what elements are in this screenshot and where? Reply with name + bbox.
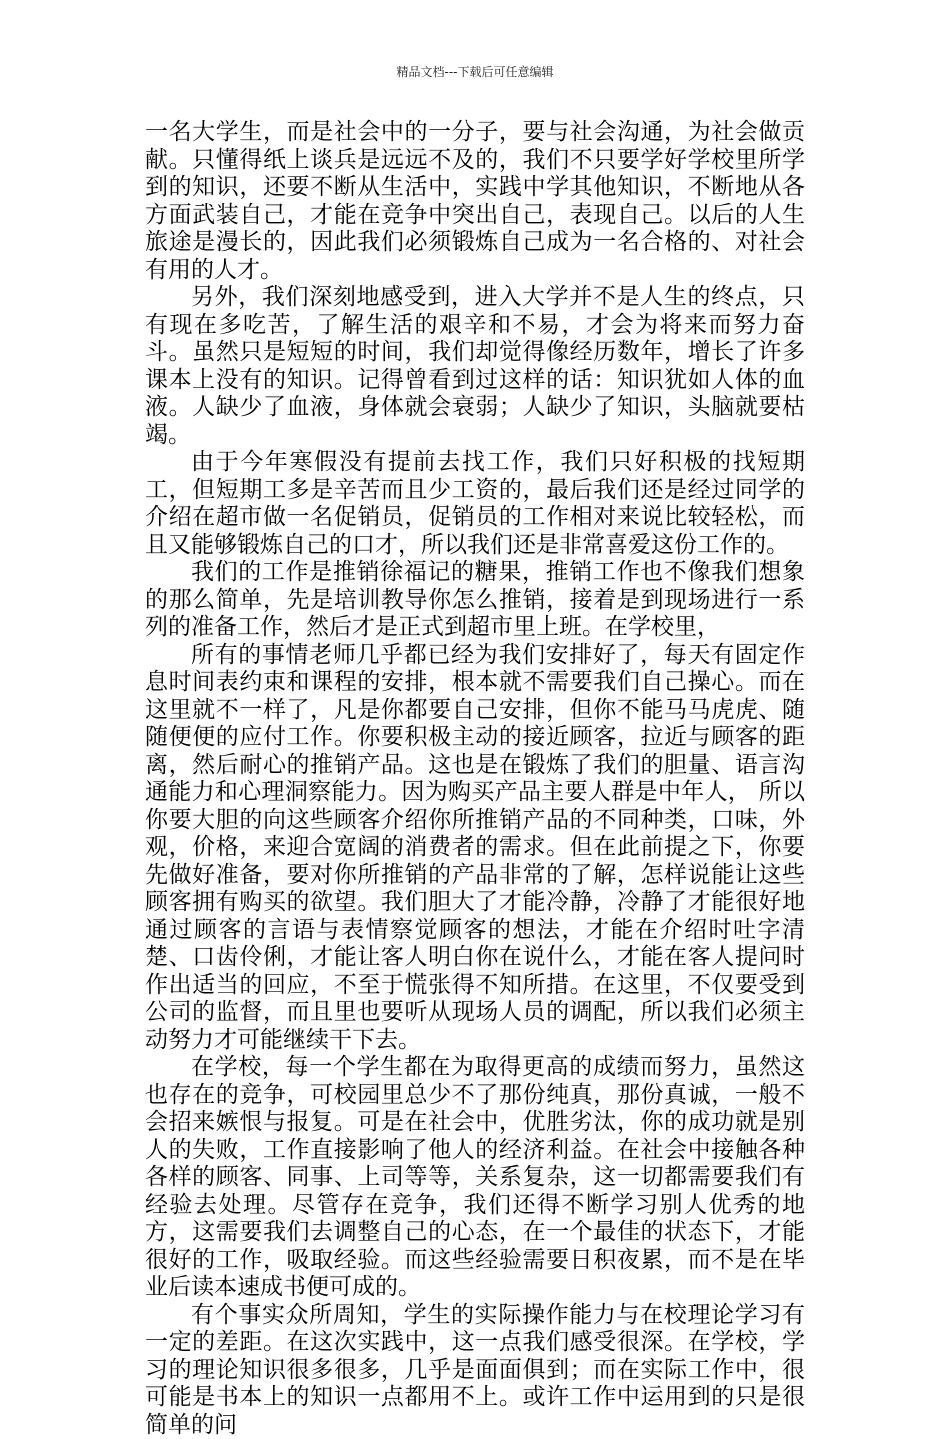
paragraph-1: 一名大学生，而是社会中的一分子，要与社会沟通，为社会做贡献。只懂得纸上谈兵是远远不及的，我们不只要学好学校里所学到的知识，还要不断从生活中，实践中学其他知识，不断地从各方面武装自己，才能在竞争中突出自己，表现自己。以后的人生旅途是漫长的，因此我们必须锻炼自己成为一名合格的、对社会有用的人才。 — [145, 119, 805, 284]
paragraph-6: 在学校，每一个学生都在为取得更高的成绩而努力，虽然这也存在的竞争，可校园里总少不了那份纯真，那份真诚，一般不会招来嫉恨与报复。可是在社会中，优胜劣汰，你的成功就是别人的失败，工作直接影响了他人的经济利益。在社会中接触各种各样的顾客、同事、上司等等，关系复杂，这一切都需要我们有经验去处理。尽管存在竞争，我们还得不断学习别人优秀的地方，这需要我们去调整自己的心态，在一个最佳的状态下，才能很好的工作，吸取经验。而这些经验需要日积夜累，而不是在毕业后读本速成书便可成的。 — [145, 1054, 805, 1302]
paragraph-5: 所有的事情老师几乎都已经为我们安排好了，每天有固定作息时间表约束和课程的安排，根本就不需要我们自己操心。而在这里就不一样了，凡是你都要自己安排，但你不能马马虎虎、随随便便的应付工作。你要积极主动的接近顾客，拉近与顾客的距离，然后耐心的推销产品。这也是在锻炼了我们的胆量、语言沟通能力和心理洞察能力。因为购买产品主要人群是中年人， 所以你要大胆的向这些顾客介绍你所推销产品的不同种类，口味，外观，价格，来迎合宽阔的消费者的需求。但在此前提之下，你要先做好准备，要对你所推销的产品非常的了解，怎样说能让这些顾客拥有购买的欲望。我们胆大了才能冷静，冷静了才能很好地通过顾客的言语与表情察觉顾客的想法，才能在介绍时吐字清楚、口齿伶俐，才能让客人明白你在说什么，才能在客人提问时作出适当的回应，不至于慌张得不知所措。在这里，不仅要受到公司的监督，而且里也要听从现场人员的调配，所以我们必须主动努力才可能继续干下去。 — [145, 642, 805, 1055]
paragraph-2: 另外，我们深刻地感受到，进入大学并不是人生的终点，只有现在多吃苦，了解生活的艰辛和不易，才会为将来而努力奋斗。虽然只是短短的时间，我们却觉得像经历数年，增长了许多课本上没有的知识。记得曾看到过这样的话：知识犹如人体的血液。人缺少了血液，身体就会衰弱；人缺少了知识，头脑就要枯竭。 — [145, 284, 805, 449]
paragraph-3: 由于今年寒假没有提前去找工作，我们只好积极的找短期工，但短期工多是辛苦而且少工资的，最后我们还是经过同学的介绍在超市做一名促销员，促销员的工作相对来说比较轻松，而且又能够锻炼自己的口才，所以我们还是非常喜爱这份工作的。 — [145, 449, 805, 559]
document-body — [145, 119, 805, 1439]
paragraph-4: 我们的工作是推销徐福记的糖果，推销工作也不像我们想象的那么简单，先是培训教导你怎么推销，接着是到现场进行一系列的准备工作，然后才是正式到超市里上班。在学校里， — [145, 559, 805, 642]
page-header: 精品文档---下载后可任意编辑 — [0, 64, 950, 80]
paragraph-7: 有个事实众所周知，学生的实际操作能力与在校理论学习有一定的差距。在这次实践中，这一点我们感受很深。在学校，学习的理论知识很多很多，几乎是面面俱到；而在实际工作中，很可能是书本上的知识一点都用不上。或许工作中运用到的只是很简单的问 — [145, 1302, 805, 1439]
